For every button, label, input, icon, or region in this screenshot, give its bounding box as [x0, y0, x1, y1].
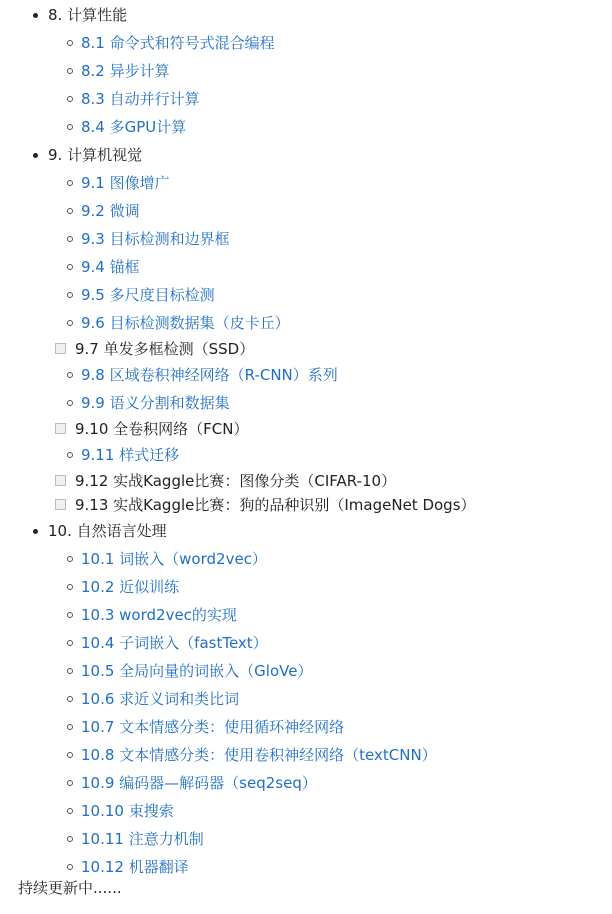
list-item[interactable]: [0, 281, 612, 309]
list-item[interactable]: [0, 389, 612, 417]
section-link[interactable]: 9.1 图像增广: [81, 174, 170, 192]
section-link[interactable]: 10.9 编码器—解码器（seq2seq）: [81, 774, 317, 792]
circle-bullet-icon: [67, 556, 73, 562]
section-link[interactable]: 10.4 子词嵌入（fastText）: [81, 634, 268, 652]
bullet-icon: [33, 153, 38, 158]
circle-bullet-icon: [67, 320, 73, 326]
list-item[interactable]: [0, 797, 612, 825]
circle-bullet-icon: [67, 292, 73, 298]
list-item[interactable]: [0, 29, 612, 57]
circle-bullet-icon: [67, 400, 73, 406]
section-link[interactable]: 10.3 word2vec的实现: [81, 606, 237, 624]
section-link[interactable]: 10.5 全局向量的词嵌入（GloVe）: [81, 662, 313, 680]
section-link[interactable]: 9.8 区域卷积神经网络（R-CNN）系列: [81, 366, 338, 384]
circle-bullet-icon: [67, 668, 73, 674]
task-item: [0, 493, 612, 517]
list-item[interactable]: [0, 601, 612, 629]
list-item[interactable]: [0, 169, 612, 197]
list-item[interactable]: [0, 769, 612, 797]
list-item[interactable]: [0, 57, 612, 85]
section-link[interactable]: 8.3 自动并行计算: [81, 90, 200, 108]
update-status-text: 持续更新中......: [18, 879, 122, 897]
list-item[interactable]: [0, 713, 612, 741]
circle-bullet-icon: [67, 264, 73, 270]
circle-bullet-icon: [67, 96, 73, 102]
section-link[interactable]: 9.2 微调: [81, 202, 140, 220]
list-item[interactable]: [0, 545, 612, 573]
section-link[interactable]: 10.6 求近义词和类比词: [81, 690, 240, 708]
circle-bullet-icon: [67, 864, 73, 870]
section-link[interactable]: 9.4 锚框: [81, 258, 140, 276]
task-item: [0, 337, 612, 361]
circle-bullet-icon: [67, 68, 73, 74]
list-item[interactable]: [0, 657, 612, 685]
list-item[interactable]: [0, 441, 612, 469]
circle-bullet-icon: [67, 208, 73, 214]
chapter-title: 9. 计算机视觉: [48, 146, 143, 164]
circle-bullet-icon: [67, 372, 73, 378]
bullet-icon: [33, 13, 38, 18]
circle-bullet-icon: [67, 752, 73, 758]
list-item[interactable]: [0, 309, 612, 337]
section-link[interactable]: 8.1 命令式和符号式混合编程: [81, 34, 275, 52]
list-item[interactable]: [0, 225, 612, 253]
section-link[interactable]: 9.3 目标检测和边界框: [81, 230, 230, 248]
list-item[interactable]: [0, 825, 612, 853]
section-link[interactable]: 8.2 异步计算: [81, 62, 170, 80]
circle-bullet-icon: [67, 40, 73, 46]
chapter-10: [0, 517, 612, 545]
circle-bullet-icon: [67, 808, 73, 814]
chapter-title: 8. 计算性能: [48, 6, 128, 24]
checkbox[interactable]: [55, 499, 66, 510]
list-item[interactable]: [0, 629, 612, 657]
section-link[interactable]: 9.5 多尺度目标检测: [81, 286, 215, 304]
task-item: [0, 417, 612, 441]
chapter-title: 10. 自然语言处理: [48, 522, 167, 540]
section-link[interactable]: 10.11 注意力机制: [81, 830, 204, 848]
chapter-9: [0, 141, 612, 169]
list-item[interactable]: [0, 253, 612, 281]
circle-bullet-icon: [67, 612, 73, 618]
list-item[interactable]: [0, 685, 612, 713]
circle-bullet-icon: [67, 236, 73, 242]
list-item[interactable]: [0, 197, 612, 225]
circle-bullet-icon: [67, 696, 73, 702]
section-link[interactable]: 9.6 目标检测数据集（皮卡丘）: [81, 314, 290, 332]
checkbox[interactable]: [55, 343, 66, 354]
list-item[interactable]: [0, 113, 612, 141]
section-link[interactable]: 10.1 词嵌入（word2vec）: [81, 550, 267, 568]
section-link[interactable]: 10.12 机器翻译: [81, 858, 189, 876]
circle-bullet-icon: [67, 584, 73, 590]
circle-bullet-icon: [67, 452, 73, 458]
task-label: 9.13 实战Kaggle比赛：狗的品种识别（ImageNet Dogs）: [75, 496, 476, 514]
task-item: [0, 469, 612, 493]
bullet-icon: [33, 529, 38, 534]
section-link[interactable]: 10.10 束搜索: [81, 802, 174, 820]
list-item[interactable]: [0, 85, 612, 113]
list-item[interactable]: [0, 361, 612, 389]
task-label: 9.7 单发多框检测（SSD）: [75, 340, 255, 358]
circle-bullet-icon: [67, 836, 73, 842]
circle-bullet-icon: [67, 124, 73, 130]
list-item[interactable]: [0, 573, 612, 601]
circle-bullet-icon: [67, 640, 73, 646]
section-link[interactable]: 9.9 语义分割和数据集: [81, 394, 230, 412]
section-link[interactable]: 10.8 文本情感分类：使用卷积神经网络（textCNN）: [81, 746, 437, 764]
checkbox[interactable]: [55, 475, 66, 486]
task-label: 9.10 全卷积网络（FCN）: [75, 420, 249, 438]
section-link[interactable]: 8.4 多GPU计算: [81, 118, 187, 136]
circle-bullet-icon: [67, 780, 73, 786]
checkbox[interactable]: [55, 423, 66, 434]
list-item[interactable]: [0, 741, 612, 769]
task-label: 9.12 实战Kaggle比赛：图像分类（CIFAR-10）: [75, 472, 397, 490]
section-link[interactable]: 10.2 近似训练: [81, 578, 180, 596]
circle-bullet-icon: [67, 180, 73, 186]
chapter-8: [0, 1, 612, 29]
section-link[interactable]: 9.11 样式迁移: [81, 446, 180, 464]
section-link[interactable]: 10.7 文本情感分类：使用循环神经网络: [81, 718, 345, 736]
circle-bullet-icon: [67, 724, 73, 730]
